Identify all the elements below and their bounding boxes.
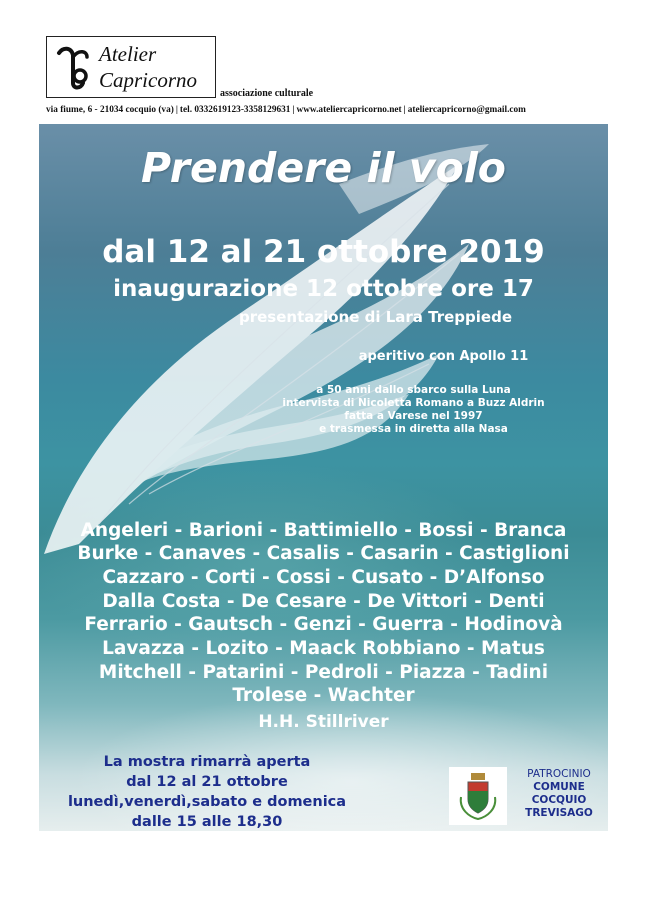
patronage-line: TREVISAGO: [525, 807, 593, 819]
aperitivo: aperitivo con Apollo 11: [358, 349, 529, 364]
municipality-crest: [449, 767, 507, 825]
presentation: presentazione di Lara Treppiede: [238, 308, 512, 326]
logo-name-line1: Atelier: [99, 42, 157, 66]
artist-line: Trolese - Wachter: [232, 685, 415, 706]
opening-line: La mostra rimarrà aperta: [103, 754, 311, 770]
patronage-label: PATROCINIO: [527, 768, 591, 780]
artist-line: Ferrario - Gautsch - Genzi - Guerra - Hodinovà: [84, 614, 563, 635]
patronage-line: COCQUIO: [531, 794, 587, 806]
contact-bar: via fiume, 6 - 21034 cocquio (va) | tel. 0332619123-3358129631 | www.ateliercapricorno.net | ateliercapricorno@gmail.com: [46, 105, 526, 115]
coat-of-arms-icon: [449, 767, 507, 825]
opening-line: dal 12 al 21 ottobre: [126, 774, 288, 790]
address: via fiume, 6 - 21034 cocquio (va): [46, 105, 174, 115]
artist-line: Cazzaro - Corti - Cossi - Cusato - D’Alfonso: [102, 567, 545, 588]
association-subtitle: associazione culturale: [220, 88, 314, 99]
email-link[interactable]: ateliercapricorno@gmail.com: [407, 105, 526, 115]
artist-line: Dalla Costa - De Cesare - De Vittori - Denti: [102, 591, 545, 612]
opening-line: lunedì,venerdì,sabato e domenica: [67, 794, 347, 810]
opening-line: dalle 15 alle 18,30: [131, 814, 283, 830]
artist-line: Angeleri - Barioni - Battimiello - Bossi - Branca: [80, 520, 567, 541]
logo-name-line2: Capricorno: [99, 68, 198, 92]
phone: tel. 0332619123-3358129631: [179, 105, 291, 115]
moon-line: intervista di Nicoletta Romano a Buzz Aldrin: [282, 397, 545, 409]
moon-line: fatta a Varese nel 1997: [344, 410, 483, 422]
artist-line: Mitchell - Patarini - Pedroli - Piazza - Tadini: [98, 662, 549, 683]
capricorn-symbol-icon: [53, 43, 93, 91]
moon-line: e trasmessa in diretta alla Nasa: [319, 423, 508, 435]
moon-line: a 50 anni dallo sbarco sulla Luna: [316, 384, 511, 396]
patronage-line: COMUNE: [533, 781, 585, 793]
exhibition-dates: dal 12 al 21 ottobre 2019: [102, 234, 545, 270]
website-link[interactable]: www.ateliercapricorno.net: [296, 105, 402, 115]
poster: [39, 124, 608, 831]
artist-line: Burke - Canaves - Casalis - Casarin - Castiglioni: [77, 543, 570, 564]
logo: [46, 36, 216, 98]
inauguration: inaugurazione 12 ottobre ore 17: [113, 276, 534, 302]
patronage: [511, 768, 607, 820]
opening-hours: [47, 752, 367, 831]
artist-line: Lavazza - Lozito - Maack Robbiano - Matus: [102, 638, 545, 659]
exhibition-title: Prendere il volo: [141, 144, 506, 192]
special-artist: H.H. Stillriver: [258, 712, 389, 732]
